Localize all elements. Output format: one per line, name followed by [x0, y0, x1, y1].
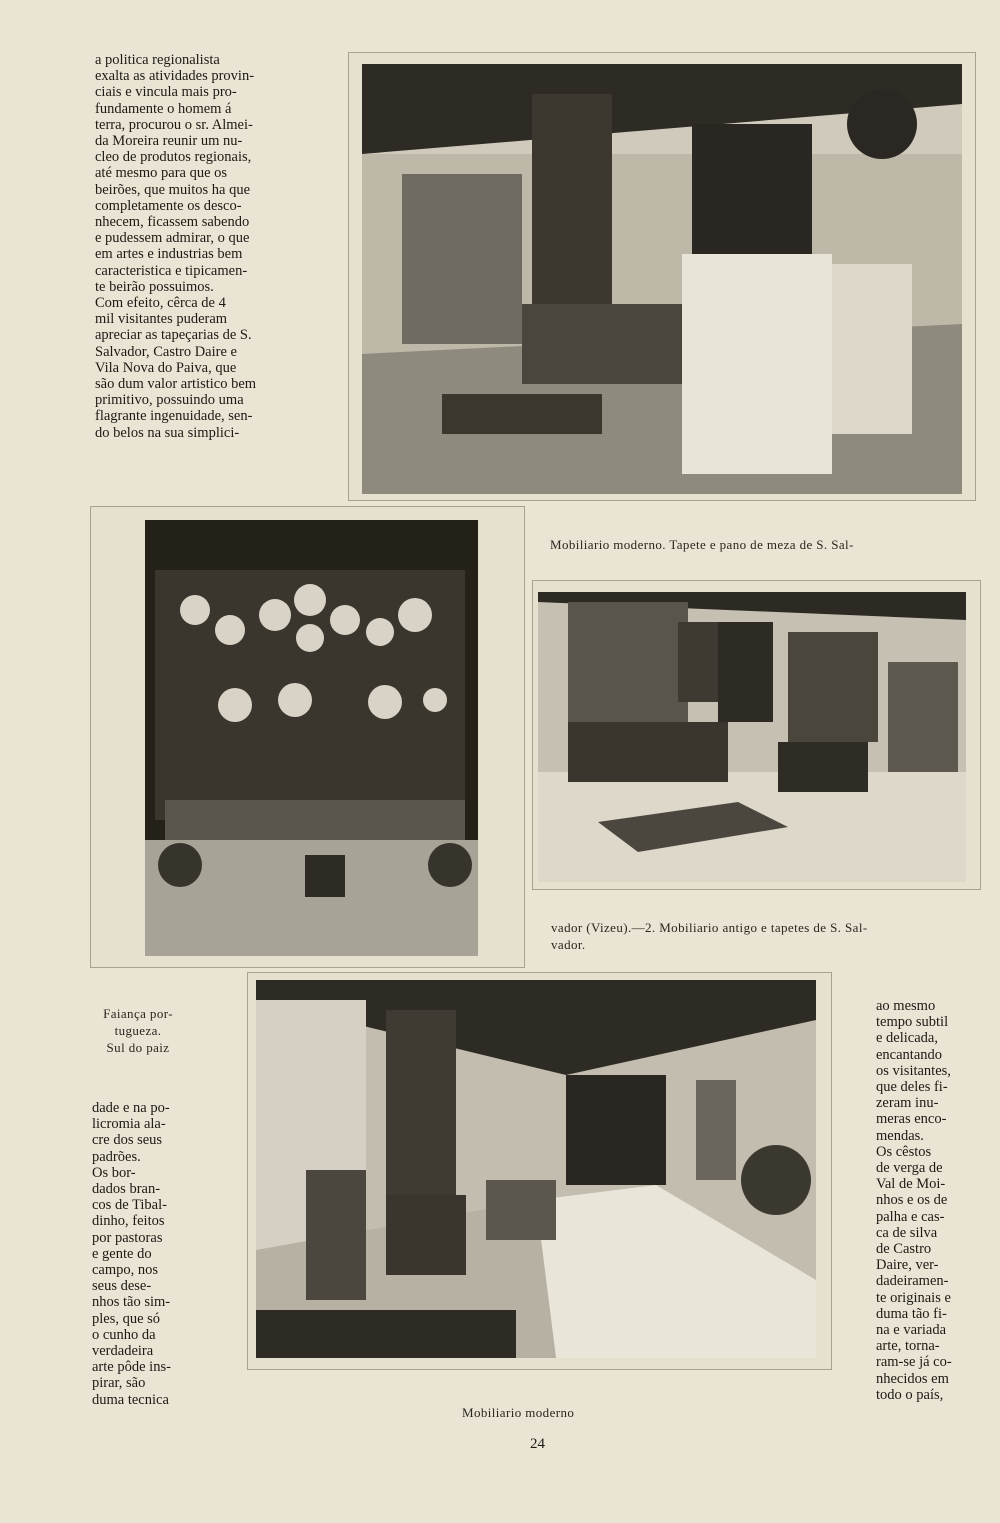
caption-modern-furniture-top: Mobiliario moderno. Tapete e pano de meza de S. Sal-: [550, 537, 854, 552]
article-text-top-left: a politica regionalista exalta as atividades provin- ciais e vincula mais pro- fundamente o homem á terra, procurou o sr. Almei- da Moreira reunir um nu- cleo de produtos regionais, até mesmo para que os beirões, que muitos ha que completamente os desco- nhecem, ficassem sabendo e pudessem admirar, o que em artes e industrias bem caracteristica e tipicamen- te beirão possuimos. Com efeito, cêrca de 4 mil visitantes puderam apreciar as tapeçarias de S. Salvador, Castro Daire e Vila Nova do Paiva, que são dum valor artistico bem primitivo, possuindo uma flagrante ingenuidade, sen- do belos na sua simplici-: [95, 52, 257, 441]
article-text-bottom-left: dade e na po- licromia ala- cre dos seus padrões. Os bor- dados bran- cos de Tibal- dinho, feitos por pastoras e gente do campo, nos seus dese- nhos tão sim- ples, que só o cunho da verdadeira arte pôde ins- pirar, são duma tecnica: [92, 1100, 171, 1408]
photo-old-furniture-rugs: [538, 592, 966, 882]
caption-old-furniture: vador (Vizeu).—2. Mobiliario antigo e tapetes de S. Sal- vador.: [551, 920, 868, 952]
caption-faianca: Faiança por- tugueza. Sul do paiz: [103, 1006, 173, 1055]
photo-modern-furniture-tapestry: [362, 64, 962, 494]
photo-modern-furniture-corridor: [256, 980, 816, 1358]
page-number: 24: [530, 1436, 545, 1452]
caption-modern-furniture-bottom: Mobiliario moderno: [462, 1405, 575, 1420]
photo-portuguese-faience-dresser: [145, 520, 478, 956]
article-text-bottom-right: ao mesmo tempo subtil e delicada, encantando os visitantes, que deles fi- zeram inu- meras enco- mendas. Os cêstos de verga de Val de Moi- nhos e os de palha e cas- ca de silva de Castro Daire, ver- dadeiramen- te originais e duma tão fi- na e variada arte, torna- ram-se já co- nhecidos em todo o país,: [876, 998, 952, 1403]
